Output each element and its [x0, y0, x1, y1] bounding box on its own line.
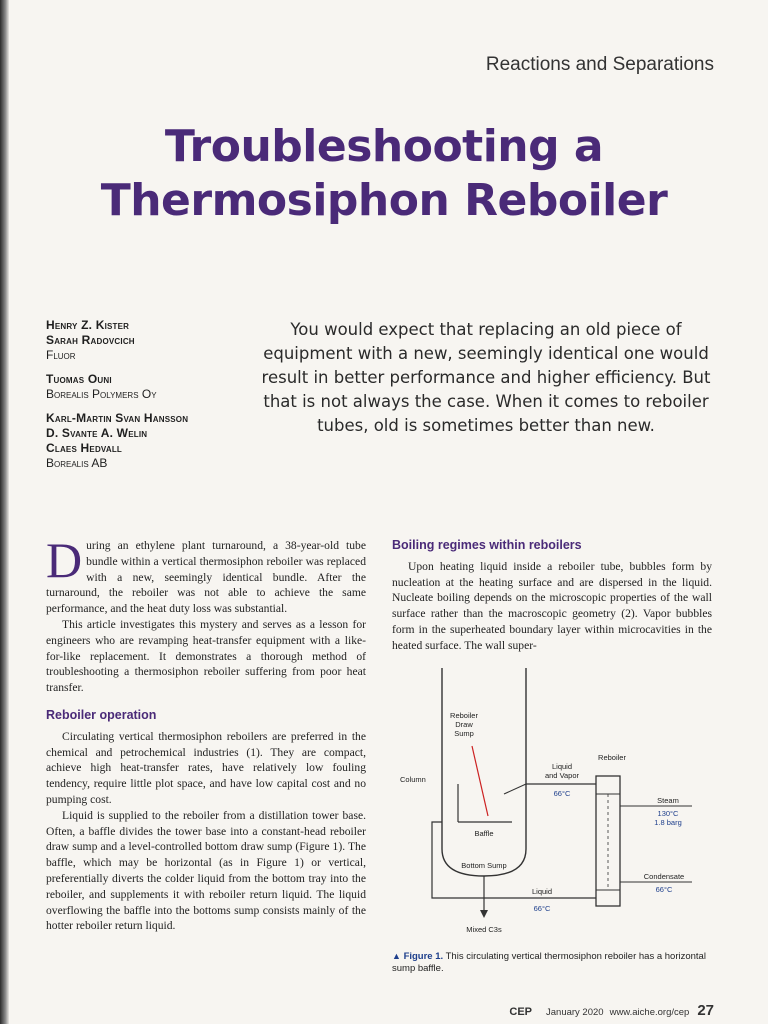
- label-draw-sump-3: Sump: [454, 729, 474, 738]
- label-steam-pressure: 1.8 barg: [654, 818, 682, 827]
- drop-cap: D: [46, 532, 83, 588]
- footer-url: www.aiche.org/cep: [609, 1007, 690, 1018]
- label-liquid-temp: 66°C: [533, 904, 551, 913]
- label-liquid-vapor-1: Liquid: [551, 762, 573, 771]
- page-footer: [509, 1002, 714, 1019]
- paragraph-text: uring an ethylene plant turnaround, a 38-year-old tube bundle within a vertical thermosiphon reboiler was replaced with a new, seemingly identical bundle. After the turnaround, the reboiler was not able to achieve the same performance, and the heat duty loss was substantial.: [46, 539, 366, 616]
- author-name: Sarah Radovcich: [46, 333, 135, 347]
- label-draw-sump-2: Draw: [455, 720, 473, 729]
- author-affiliation: Borealis Polymers Oy: [46, 387, 157, 401]
- section-label: Reactions and Separations: [485, 54, 714, 75]
- author-group: [46, 372, 266, 402]
- caption-triangle-icon: ▲: [392, 951, 401, 961]
- caption-label: Figure 1.: [403, 951, 444, 962]
- label-bottom-sump: Bottom Sump: [461, 861, 507, 870]
- author-group: [46, 411, 266, 471]
- label-liquid: Liquid: [531, 887, 553, 896]
- body-paragraph: This article investigates this mystery and serves as a lesson for engineers who are revamping heat-transfer equipment with a like-for-like replacement. It demonstrates a thorough method of troubleshooting a thermosiphon reboiler suffering from poor heat transfer.: [46, 617, 366, 695]
- article-deck: You would expect that replacing an old piece of equipment with a new, seemingly identical one would result in better performance and higher efficiency. But that is not always the case. When it comes to reboiler tubes, old is sometimes better than new.: [261, 320, 711, 435]
- label-condensate: Condensate: [643, 872, 685, 881]
- caption-text: This circulating vertical thermosiphon reboiler has a horizontal sump baffle.: [392, 951, 706, 974]
- figure-reboiler-diagram: [392, 664, 722, 944]
- liquid-feed-line: [432, 822, 596, 898]
- author-name: D. Svante A. Welin: [46, 426, 148, 440]
- footer-magazine: CEP: [509, 1006, 532, 1018]
- label-liquid-vapor-2: and Vapor: [544, 771, 580, 780]
- body-paragraph: Liquid is supplied to the reboiler from a distillation tower base. Often, a baffle divides the tower base into a constant-head reboiler draw sump and a level-controlled bottom draw sump (Figure 1). The baffle, which may be horizontal (as in Figure 1) or vertical, preferentially diverts the colder liquid from the bottom tray into the reboiler, and supplements it with reboiler return liquid. The liquid overflowing the baffle into the bottoms sump consists mainly of the hotter reboiler return liquid.: [46, 808, 366, 933]
- body-paragraph: [46, 532, 366, 617]
- reboiler-diagram-svg: [392, 664, 722, 944]
- return-flow-arrow: [504, 784, 526, 794]
- label-steam: Steam: [657, 796, 679, 805]
- footer-date: January 2020: [546, 1007, 604, 1018]
- body-paragraph: Upon heating liquid inside a reboiler tube, bubbles form by nucleation at the heating surface and are dispersed in the liquid. Nucleate boiling depends on the microscopic properties of the wall surface rather than the macroscopic geometry (2). Vapor bubbles form in the superheated boundary layer within microcavities in the heated surface. The wall super-: [392, 559, 712, 652]
- author-group: [46, 318, 266, 363]
- body-column-right: [392, 538, 712, 654]
- label-column: Column: [400, 775, 426, 784]
- baffle-red-line: [472, 746, 488, 816]
- label-mixed-c3s: Mixed C3s: [466, 925, 502, 934]
- article-title: [0, 120, 768, 228]
- author-name: Claes Hedvall: [46, 441, 123, 455]
- label-temp-top: 66°C: [553, 789, 571, 798]
- figure-caption: [392, 950, 718, 975]
- subhead-reboiler-operation: Reboiler operation: [46, 707, 157, 722]
- column-vessel: [442, 668, 526, 876]
- author-list: [46, 318, 266, 480]
- bottoms-arrow: [480, 910, 488, 918]
- author-name: Henry Z. Kister: [46, 318, 130, 332]
- subhead-boiling-regimes: Boiling regimes within reboilers: [392, 538, 582, 552]
- label-reboiler: Reboiler: [598, 753, 626, 762]
- author-name: Tuomas Ouni: [46, 372, 112, 386]
- author-affiliation: Borealis AB: [46, 456, 108, 470]
- label-draw-sump-1: Reboiler: [450, 711, 478, 720]
- label-baffle: Baffle: [474, 829, 494, 838]
- label-condensate-temp: 66°C: [655, 885, 673, 894]
- author-affiliation: Fluor: [46, 348, 76, 362]
- title-line-1: Troubleshooting a: [164, 121, 604, 172]
- page-number: 27: [697, 1002, 714, 1019]
- label-steam-temp: 130°C: [657, 809, 679, 818]
- title-line-2: Thermosiphon Reboiler: [100, 175, 668, 226]
- author-name: Karl-Martin Svan Hansson: [46, 411, 189, 425]
- body-paragraph: Circulating vertical thermosiphon reboilers are preferred in the chemical and petrochemical industries (1). They are compact, achieve high heat-transfer rates, have relatively low fouling tendency, require little plot space, and have low capital cost and no pumping cost.: [46, 729, 366, 806]
- body-column-left: [46, 532, 366, 934]
